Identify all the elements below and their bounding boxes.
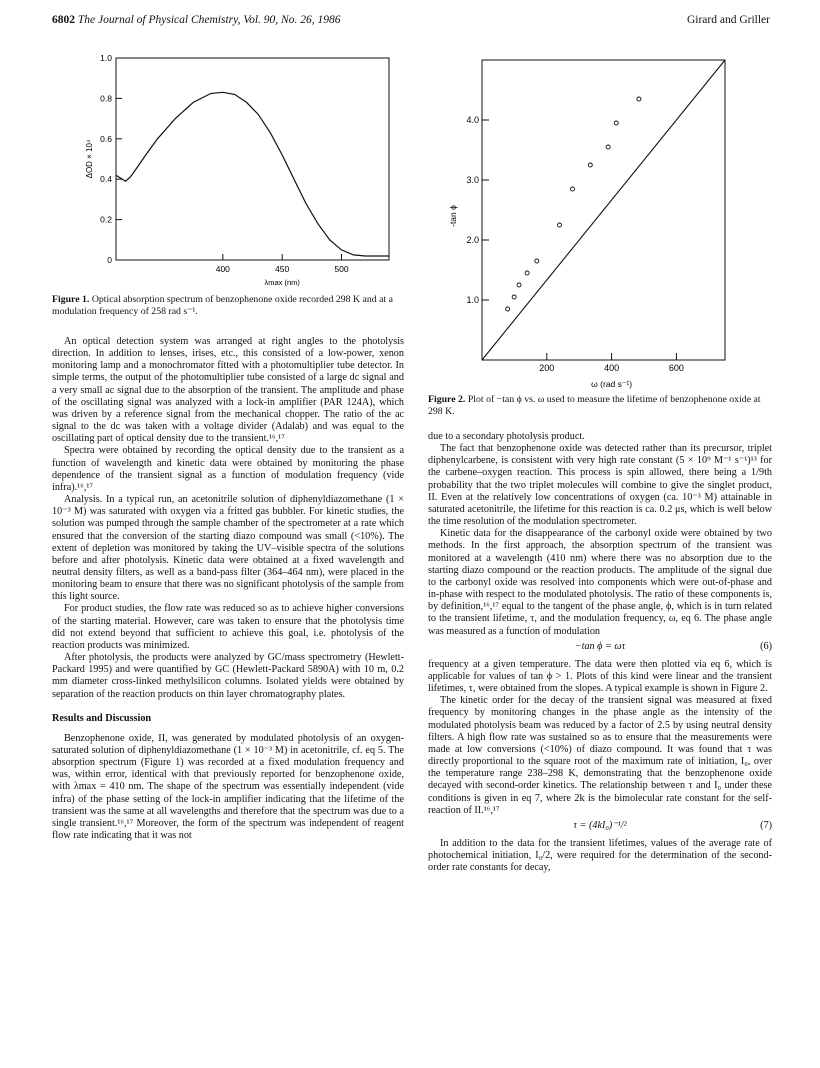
plot-frame [116,58,389,260]
running-header [52,14,770,30]
body-paragraph: due to a secondary photolysis product. [428,431,585,442]
left-text-column [52,336,404,842]
equation [428,641,772,653]
data-point [517,283,521,287]
y-tick-label: 0 [107,255,112,265]
body-paragraph: An optical detection system was arranged at right angles to the photolysis direction. In addition to lenses, irises, etc., this consisted of a low-power, xenon monitoring lamp and a monochromator fitted with a photomultiplier tube detector. In simple terms, the output of the photomultiplier tube consisted of a large dc signal and a very small ac signal due to the absorption of the transient. The amplitude and phase of the oscillating signal was analyzed with a lock-in amplifier (PAR 124A), which was driven by a reference signal from the mechanical chopper. The ratio of the ac signal to the dc was taken with a voltage divider (Adalab) and was equal to the oscillating part of optical density due to the transient.¹⁶,¹⁷ [52,336,404,445]
data-point [512,295,516,299]
y-axis-label: -tan ϕ [448,205,458,227]
y-tick-label: 1.0 [100,53,112,63]
body-paragraph: Analysis. In a typical run, an acetonitrile solution of diphenyldiazomethane (1 × 10⁻³ M) was saturated with oxygen via a fritted gas bubbler. For kinetic studies, the solution was pumped through the sample chamber of the spectrometer at a rate which ensured that the conversion of the starting diazo compound was small (<10%). The extent of depletion was monitored by taking the UV–visible spectra of the solutions before and after photolysis. Kinetic data were obtained at a fixed wavelength and neutral density filters, as well as a band-pass filter (364–464 nm), were placed in the monitoring beam to ensure that there was no significant photolysis of the sample from this light source. [52,494,404,603]
data-point [506,307,510,311]
data-point [535,259,539,263]
equation-text: τ = (4kI₀)⁻¹/² [573,819,627,831]
page-number: 6802 [52,14,75,26]
y-tick-label: 0.4 [100,174,112,185]
data-point [606,145,610,149]
x-tick-label: 450 [275,264,290,274]
figure-1-caption-label: Figure 1. [52,294,90,305]
equation [428,820,772,832]
data-point [525,271,529,275]
x-tick-label: 400 [604,363,620,373]
data-point [588,163,592,167]
y-tick-label: 0.2 [100,214,112,225]
body-paragraph: The kinetic order for the decay of the transient signal was measured at fixed frequency by monitoring changes in the phase angle as the intensity of the modulated photolysis beam was reduced by a factor of 2.5 by using neutral density filters. A high flow rate was sustained so as to ensure that the measurements were made at low conversions (<10%) of diazo compound. It was found that τ was directly proportional to the square root of the maximum rate of initiation, I₀, over the temperature range 238–298 K, demonstrating that the benzophenone oxide decayed with second-order kinetics. The relationship between τ and I₀ under these conditions is given in eq 7, where 2k is the bimolecular rate constant for the self-reaction of II.¹⁶,¹⁷ [428,695,772,816]
figure-2-caption-label: Figure 2. [428,394,466,405]
equation-number: (7) [760,819,772,831]
x-axis-label: λmax (nm) [264,278,300,287]
equation-number: (6) [760,640,772,652]
x-tick-label: 500 [334,264,349,274]
section-heading: Results and Discussion [52,712,152,724]
body-paragraph: In addition to the data for the transient lifetimes, values of the average rate of photochemical initiation, I₀/2, were required for the determination of the second-order rate constants for decay, [428,838,772,874]
data-point [637,97,641,101]
figure-1-absorption-spectrum [52,50,404,290]
figure-1-caption-text: Optical absorption spectrum of benzophenone oxide recorded 298 K and at a modulation frequency of 258 rad s⁻¹. [52,294,393,317]
x-tick-label: 200 [539,363,555,373]
data-point [558,223,562,227]
equation-text: −tan ϕ = ωτ [574,640,626,652]
y-tick-label: 4.0 [466,115,479,125]
spectrum-line [116,92,389,256]
y-tick-label: 0.6 [100,133,112,144]
y-tick-label: 2.0 [466,235,479,245]
y-axis-label: ΔOD × 10⁴ [85,139,94,179]
body-paragraph: Benzophenone oxide, II, was generated by modulated photolysis of an oxygen-saturated solution of diphenyldiazomethane (1 × 10⁻³ M) in acetonitrile, cf. eq 5. The absorption spectrum (Figure 1) was recorded at a fixed modulation frequency and was, within error, identical with that previously reported for benzophenone oxide, with λmax = 410 nm. The shape of the spectrum was essentially independent (vide infra) of the phase setting of the lock-in amplifier indicating that the lifetime of the transient was the same at all wavelengths and therefore that the spectrum was due to a single transient.¹⁶,¹⁷ Moreover, the form of the spectrum was independent of reagent flow rate indicating that it was not [52,732,404,842]
x-axis-label: ω (rad s⁻¹) [591,379,633,389]
y-tick-label: 1.0 [466,295,479,305]
figure-1-caption [52,294,404,317]
body-paragraph: After photolysis, the products were analyzed by GC/mass spectrometry (Hewlett-Packard 1995) and were quantified by GC (Hewlett-Packard 5890A) with 10 m, 0.2 mm diameter cross-linked methylsilicon columns. Isolated yields were obtained by separation of the reaction products on thin layer chromatography plates. [52,652,404,700]
figure-2-caption-text: Plot of −tan ϕ vs. ω used to measure the lifetime of benzophenone oxide at 298 K. [428,394,761,417]
figure-2-caption [428,394,772,417]
data-point [570,187,574,191]
y-tick-label: 3.0 [466,175,479,185]
author-names: Girard and Griller [686,14,770,26]
body-paragraph: For product studies, the flow rate was reduced so as to achieve higher conversions of the starting material. However, care was taken to ensure that the photolysis time did not extend beyond that sufficient to achieve this goal, i.e. photolysis of the reaction products was minimized. [52,603,404,651]
body-paragraph: The fact that benzophenone oxide was detected rather than its precursor, triplet diphenylcarbene, is consistent with very high rate constant (5 × 10⁹ M⁻¹ s⁻¹)¹³ for the carbene–oxygen reaction. This process is spin allowed, there being a 1/9th probability that the two triplet molecules will combine to give the singlet product, II. Even at the relatively low concentrations of oxygen (ca. 10⁻³ M) attainable in saturated acetonitrile, the lifetime for this reaction is ca. 0.2 μs, which is well below the time resolution of the modulation spectrometer. [428,443,772,528]
body-paragraph: Kinetic data for the disappearance of the carbonyl oxide were obtained by two methods. In the first approach, the absorption spectrum of the transient was monitored at a wavelength (410 nm) where there was no absorption due to the starting diazo compound or the reaction products. The amplitude of the signal due to the carbonyl oxide was resolved into components which were out-of-phase and in-phase with respect to the modulated photolysis. The ratio of these components is, by definition,¹⁶,¹⁷ equal to the tangent of the phase angle, ϕ, which is in turn related to the transient lifetime, τ, and the modulation frequency, ω, eq 6. The phase angle was measured as a function of modulation [428,528,772,637]
data-point [614,121,618,125]
y-tick-label: 0.8 [100,93,112,104]
x-tick-label: 600 [668,363,684,373]
body-paragraph: frequency at a given temperature. The data were then plotted via eq 6, which is applicable for values of tan ϕ > 1. Plots of this kind were linear and the transient lifetimes, τ, were obtained from the slopes. A typical example is shown in Figure 2. [428,658,772,695]
journal-title: The Journal of Physical Chemistry, Vol. 90, No. 26, 1986 [77,14,341,26]
figure-2-tan-phi-plot [428,58,772,392]
right-text-column [428,431,772,874]
x-tick-label: 400 [215,264,230,274]
fit-line [482,60,725,360]
body-paragraph: Spectra were obtained by recording the optical density due to the transient as a function of wavelength and kinetic data were obtained by monitoring the phase dependence of the transient signal as a function of modulation frequency (vide infra).¹⁶,¹⁷ [52,445,404,493]
